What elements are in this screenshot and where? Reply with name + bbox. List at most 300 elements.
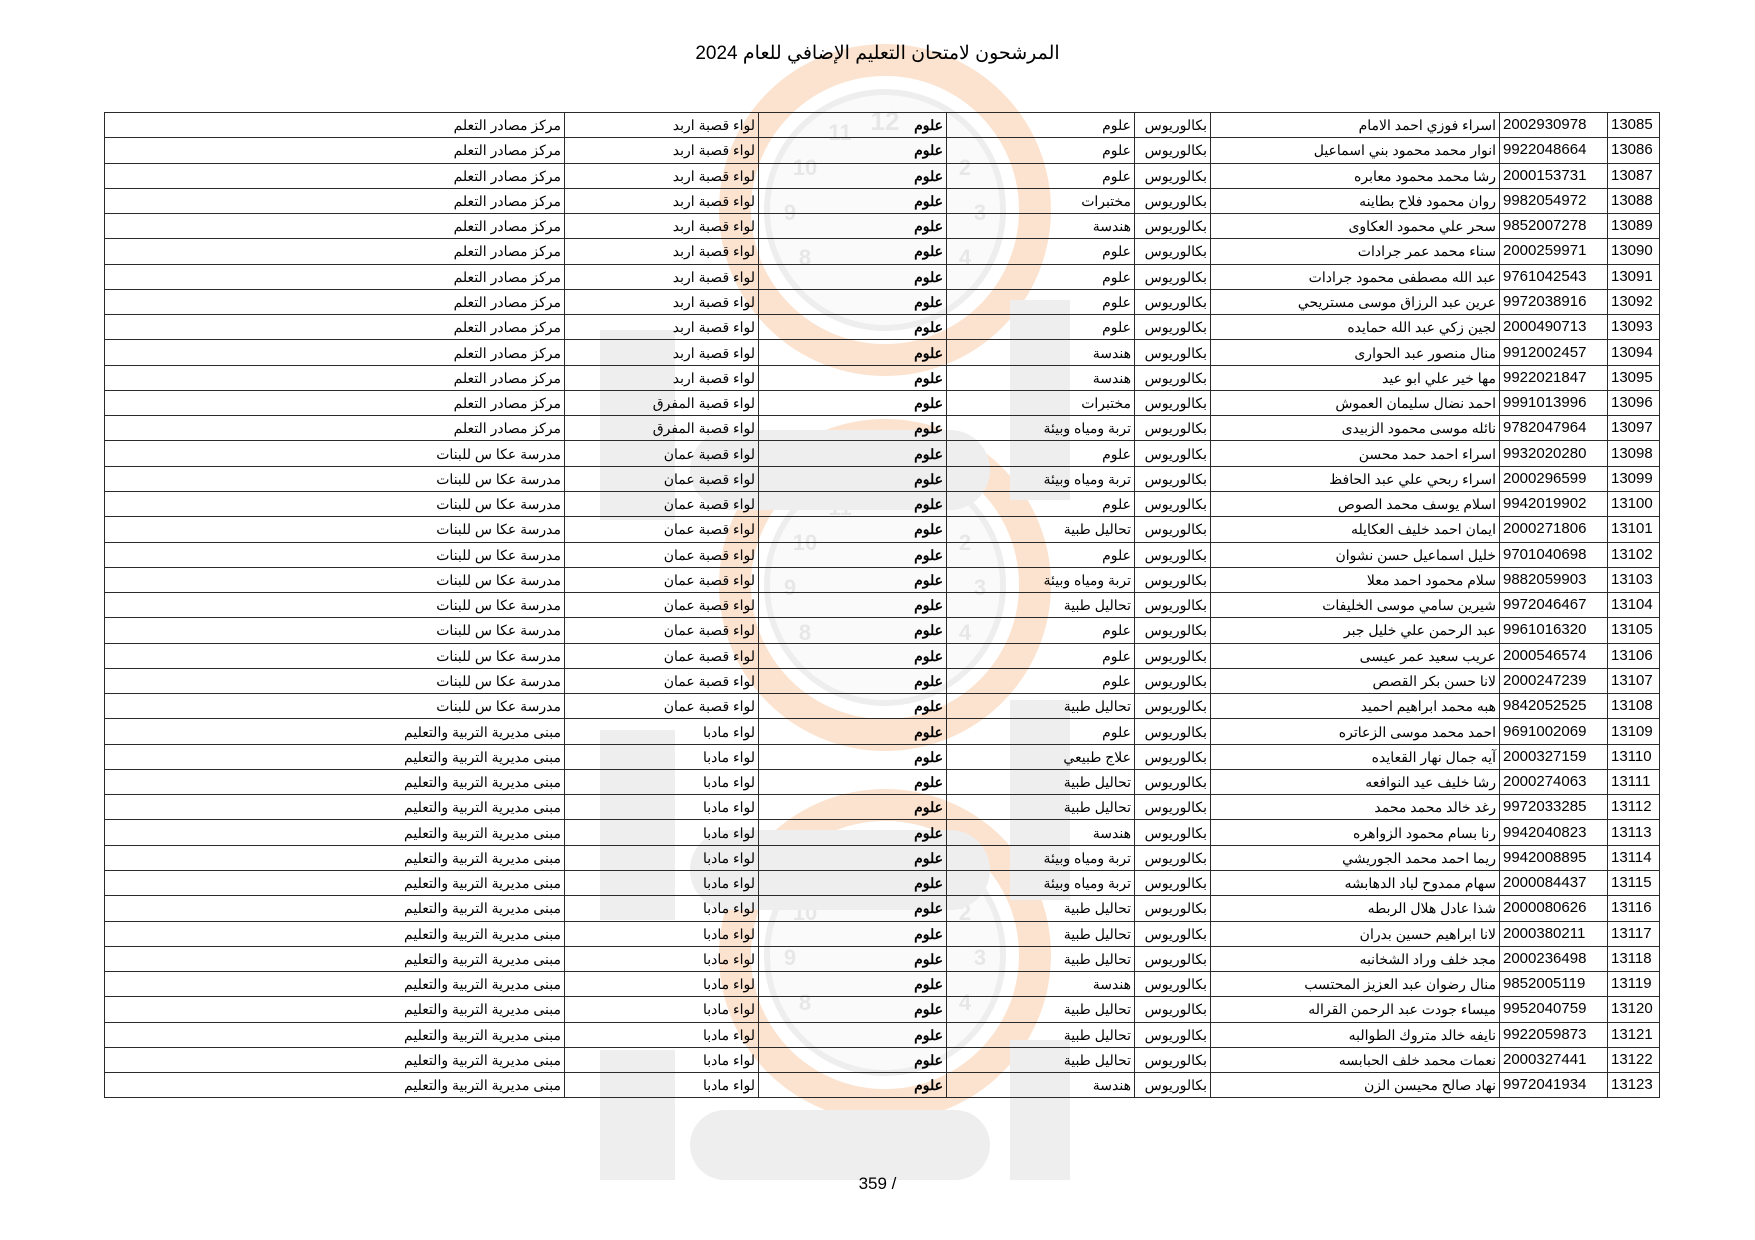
track-cell: علوم [759,870,947,895]
candidates-table-container [104,112,1651,1098]
district-cell: لواء قصبة اربد [565,315,759,340]
track-cell: علوم [759,744,947,769]
degree-cell: بكالوريوس [1135,845,1211,870]
track-cell: علوم [759,643,947,668]
specialization-cell: تربة ومياه وبيئة [947,466,1135,491]
table-row [105,896,1660,921]
candidate-name-cell: رشا محمد محمود معابره [1211,163,1500,188]
district-cell: لواء قصبة اربد [565,365,759,390]
svg-text:12: 12 [870,851,900,881]
specialization-cell: هندسة [947,820,1135,845]
track-cell: علوم [759,997,947,1022]
track-cell: علوم [759,113,947,138]
candidate-name-cell: رشا خليف عيد النوافعه [1211,769,1500,794]
track-cell: علوم [759,340,947,365]
seat-number-cell: 13106 [1608,643,1660,668]
district-cell: لواء مادبا [565,1073,759,1098]
district-cell: لواء قصبة عمان [565,542,759,567]
exam-center-cell: مركز مصادر التعلم [105,188,565,213]
table-row [105,694,1660,719]
exam-center-cell: مدرسة عكا س للبنات [105,668,565,693]
exam-center-cell: مركز مصادر التعلم [105,340,565,365]
district-cell: لواء قصبة عمان [565,466,759,491]
seat-number-cell: 13094 [1608,340,1660,365]
national-id-cell: 9972033285 [1500,795,1608,820]
national-id-cell: 9932020280 [1500,441,1608,466]
exam-center-cell: مدرسة عكا س للبنات [105,517,565,542]
candidate-name-cell: ريما احمد محمد الجوريشي [1211,845,1500,870]
exam-center-cell: مبنى مديرية التربية والتعليم [105,769,565,794]
seat-number-cell: 13099 [1608,466,1660,491]
national-id-cell: 2000259971 [1500,239,1608,264]
seat-number-cell: 13114 [1608,845,1660,870]
national-id-cell: 9942019902 [1500,491,1608,516]
table-row [105,1022,1660,1047]
degree-cell: بكالوريوس [1135,870,1211,895]
candidate-name-cell: نعمات محمد خلف الحبابسه [1211,1047,1500,1072]
track-cell: علوم [759,567,947,592]
specialization-cell: هندسة [947,340,1135,365]
specialization-cell: علوم [947,239,1135,264]
exam-center-cell: مركز مصادر التعلم [105,239,565,264]
specialization-cell: تحاليل طبية [947,694,1135,719]
district-cell: لواء مادبا [565,820,759,845]
exam-center-cell: مركز مصادر التعلم [105,390,565,415]
national-id-cell: 2000380211 [1500,921,1608,946]
degree-cell: بكالوريوس [1135,340,1211,365]
national-id-cell: 2000271806 [1500,517,1608,542]
district-cell: لواء مادبا [565,769,759,794]
track-cell: علوم [759,1022,947,1047]
degree-cell: بكالوريوس [1135,441,1211,466]
svg-text:2: 2 [958,155,972,180]
national-id-cell: 9761042543 [1500,264,1608,289]
national-id-cell: 9942040823 [1500,820,1608,845]
exam-center-cell: مدرسة عكا س للبنات [105,491,565,516]
exam-center-cell: مدرسة عكا س للبنات [105,466,565,491]
svg-text:2: 2 [958,530,972,555]
specialization-cell: هندسة [947,365,1135,390]
degree-cell: بكالوريوس [1135,264,1211,289]
table-row [105,466,1660,491]
district-cell: لواء مادبا [565,946,759,971]
district-cell: لواء قصبة اربد [565,239,759,264]
national-id-cell: 2000084437 [1500,870,1608,895]
national-id-cell: 9852007278 [1500,214,1608,239]
national-id-cell: 9972038916 [1500,289,1608,314]
national-id-cell: 9782047964 [1500,416,1608,441]
candidate-name-cell: مها خير علي ابو عيد [1211,365,1500,390]
table-row [105,1073,1660,1098]
district-cell: لواء قصبة اربد [565,340,759,365]
track-cell: علوم [759,188,947,213]
candidate-name-cell: سلام محمود احمد معلا [1211,567,1500,592]
specialization-cell: علوم [947,289,1135,314]
svg-text:10: 10 [792,900,818,925]
candidates-table [104,112,1660,1098]
degree-cell: بكالوريوس [1135,795,1211,820]
exam-center-cell: مركز مصادر التعلم [105,138,565,163]
table-row [105,643,1660,668]
track-cell: علوم [759,618,947,643]
candidate-name-cell: آيه جمال نهار القعايده [1211,744,1500,769]
seat-number-cell: 13097 [1608,416,1660,441]
candidate-name-cell: منال منصور عبد الحوارى [1211,340,1500,365]
track-cell: علوم [759,668,947,693]
track-cell: علوم [759,946,947,971]
table-row [105,163,1660,188]
table-row [105,845,1660,870]
table-row [105,239,1660,264]
specialization-cell: تربة ومياه وبيئة [947,567,1135,592]
seat-number-cell: 13085 [1608,113,1660,138]
district-cell: لواء قصبة اربد [565,163,759,188]
district-cell: لواء مادبا [565,870,759,895]
national-id-cell: 2000296599 [1500,466,1608,491]
track-cell: علوم [759,1073,947,1098]
table-row [105,1047,1660,1072]
specialization-cell: مختبرات [947,188,1135,213]
degree-cell: بكالوريوس [1135,113,1211,138]
district-cell: لواء قصبة اربد [565,138,759,163]
svg-text:9: 9 [783,945,797,970]
district-cell: لواء قصبة عمان [565,491,759,516]
specialization-cell: علوم [947,643,1135,668]
svg-text:11: 11 [828,495,852,520]
district-cell: لواء مادبا [565,921,759,946]
degree-cell: بكالوريوس [1135,719,1211,744]
seat-number-cell: 13102 [1608,542,1660,567]
candidate-name-cell: نهاد صالح محيسن الزن [1211,1073,1500,1098]
track-cell: علوم [759,163,947,188]
district-cell: لواء قصبة عمان [565,593,759,618]
seat-number-cell: 13090 [1608,239,1660,264]
candidate-name-cell: سحر علي محمود العكاوى [1211,214,1500,239]
track-cell: علوم [759,719,947,744]
candidate-name-cell: لانا حسن بكر القصص [1211,668,1500,693]
specialization-cell: تحاليل طبية [947,921,1135,946]
table-row [105,416,1660,441]
district-cell: لواء قصبة اربد [565,289,759,314]
svg-text:10: 10 [792,155,818,180]
candidate-name-cell: شيرين سامي موسى الخليفات [1211,593,1500,618]
candidate-name-cell: مجد خلف وراد الشخانبه [1211,946,1500,971]
exam-center-cell: مبنى مديرية التربية والتعليم [105,896,565,921]
degree-cell: بكالوريوس [1135,315,1211,340]
table-row [105,188,1660,213]
svg-text:4: 4 [958,990,972,1015]
degree-cell: بكالوريوس [1135,365,1211,390]
specialization-cell: علاج طبيعي [947,744,1135,769]
table-row [105,972,1660,997]
candidate-name-cell: اسلام يوسف محمد الصوص [1211,491,1500,516]
district-cell: لواء مادبا [565,972,759,997]
track-cell: علوم [759,896,947,921]
seat-number-cell: 13093 [1608,315,1660,340]
svg-text:12: 12 [870,106,900,136]
specialization-cell: تحاليل طبية [947,769,1135,794]
svg-text:3: 3 [973,575,987,600]
national-id-cell: 2000274063 [1500,769,1608,794]
svg-text:11: 11 [828,120,852,145]
exam-center-cell: مبنى مديرية التربية والتعليم [105,820,565,845]
table-row [105,289,1660,314]
track-cell: علوم [759,214,947,239]
svg-text:8: 8 [798,245,812,270]
svg-text:3: 3 [973,945,987,970]
track-cell: علوم [759,972,947,997]
national-id-cell: 2002930978 [1500,113,1608,138]
degree-cell: بكالوريوس [1135,744,1211,769]
specialization-cell: تحاليل طبية [947,795,1135,820]
national-id-cell: 9691002069 [1500,719,1608,744]
exam-center-cell: مبنى مديرية التربية والتعليم [105,795,565,820]
district-cell: لواء قصبة عمان [565,618,759,643]
exam-center-cell: مبنى مديرية التربية والتعليم [105,1047,565,1072]
seat-number-cell: 13118 [1608,946,1660,971]
seat-number-cell: 13112 [1608,795,1660,820]
candidate-name-cell: عريب سعيد عمر عيسى [1211,643,1500,668]
national-id-cell: 9972046467 [1500,593,1608,618]
degree-cell: بكالوريوس [1135,390,1211,415]
district-cell: لواء مادبا [565,845,759,870]
candidate-name-cell: نائله موسى محمود الزبيدى [1211,416,1500,441]
district-cell: لواء قصبة عمان [565,517,759,542]
seat-number-cell: 13111 [1608,769,1660,794]
table-row [105,668,1660,693]
seat-number-cell: 13119 [1608,972,1660,997]
candidate-name-cell: نايفه خالد متروك الطوالبه [1211,1022,1500,1047]
seat-number-cell: 13120 [1608,997,1660,1022]
district-cell: لواء مادبا [565,719,759,744]
candidate-name-cell: اسراء ربحي علي عبد الحافظ [1211,466,1500,491]
table-row [105,441,1660,466]
table-row [105,618,1660,643]
degree-cell: بكالوريوس [1135,643,1211,668]
specialization-cell: تحاليل طبية [947,946,1135,971]
table-row [105,542,1660,567]
candidate-name-cell: سناء محمد عمر جرادات [1211,239,1500,264]
track-cell: علوم [759,315,947,340]
specialization-cell: علوم [947,719,1135,744]
svg-text:11: 11 [828,865,852,890]
specialization-cell: تحاليل طبية [947,1022,1135,1047]
candidate-name-cell: لانا ابراهيم حسين بدران [1211,921,1500,946]
specialization-cell: علوم [947,113,1135,138]
seat-number-cell: 13121 [1608,1022,1660,1047]
candidate-name-cell: روان محمود فلاح بطاينه [1211,188,1500,213]
table-row [105,113,1660,138]
seat-number-cell: 13092 [1608,289,1660,314]
specialization-cell: هندسة [947,214,1135,239]
degree-cell: بكالوريوس [1135,618,1211,643]
district-cell: لواء مادبا [565,896,759,921]
seat-number-cell: 13108 [1608,694,1660,719]
national-id-cell: 9852005119 [1500,972,1608,997]
degree-cell: بكالوريوس [1135,694,1211,719]
table-row [105,390,1660,415]
table-row [105,214,1660,239]
candidate-name-cell: رنا بسام محمود الزواهره [1211,820,1500,845]
table-row [105,517,1660,542]
degree-cell: بكالوريوس [1135,542,1211,567]
exam-center-cell: مدرسة عكا س للبنات [105,618,565,643]
candidate-name-cell: عرين عبد الرزاق موسى مستريحي [1211,289,1500,314]
candidate-name-cell: سهام ممدوح لباد الدهابشه [1211,870,1500,895]
national-id-cell: 9991013996 [1500,390,1608,415]
national-id-cell: 9701040698 [1500,542,1608,567]
exam-center-cell: مبنى مديرية التربية والتعليم [105,921,565,946]
district-cell: لواء مادبا [565,997,759,1022]
district-cell: لواء قصبة اربد [565,113,759,138]
seat-number-cell: 13104 [1608,593,1660,618]
district-cell: لواء قصبة عمان [565,643,759,668]
seat-number-cell: 13117 [1608,921,1660,946]
exam-center-cell: مبنى مديرية التربية والتعليم [105,946,565,971]
svg-text:2: 2 [958,900,972,925]
svg-text:12: 12 [870,481,900,511]
seat-number-cell: 13122 [1608,1047,1660,1072]
seat-number-cell: 13110 [1608,744,1660,769]
exam-center-cell: مبنى مديرية التربية والتعليم [105,972,565,997]
svg-text:8: 8 [798,620,812,645]
candidate-name-cell: هبه محمد ابراهيم احميد [1211,694,1500,719]
svg-text:9: 9 [783,200,797,225]
degree-cell: بكالوريوس [1135,921,1211,946]
specialization-cell: مختبرات [947,390,1135,415]
district-cell: لواء قصبة عمان [565,694,759,719]
seat-number-cell: 13105 [1608,618,1660,643]
track-cell: علوم [759,542,947,567]
table-row [105,264,1660,289]
page-number: 359 / [858,1174,897,1193]
national-id-cell: 9922048664 [1500,138,1608,163]
national-id-cell: 9982054972 [1500,188,1608,213]
candidate-name-cell: عبد الله مصطفى محمود جرادات [1211,264,1500,289]
table-row [105,769,1660,794]
degree-cell: بكالوريوس [1135,997,1211,1022]
specialization-cell: تربة ومياه وبيئة [947,416,1135,441]
specialization-cell: علوم [947,618,1135,643]
seat-number-cell: 13100 [1608,491,1660,516]
district-cell: لواء مادبا [565,744,759,769]
exam-center-cell: مدرسة عكا س للبنات [105,593,565,618]
seat-number-cell: 13091 [1608,264,1660,289]
exam-center-cell: مبنى مديرية التربية والتعليم [105,1022,565,1047]
track-cell: علوم [759,517,947,542]
national-id-cell: 9942008895 [1500,845,1608,870]
track-cell: علوم [759,239,947,264]
national-id-cell: 9952040759 [1500,997,1608,1022]
table-row [105,820,1660,845]
degree-cell: بكالوريوس [1135,138,1211,163]
degree-cell: بكالوريوس [1135,239,1211,264]
national-id-cell: 2000153731 [1500,163,1608,188]
district-cell: لواء مادبا [565,1047,759,1072]
seat-number-cell: 13115 [1608,870,1660,895]
national-id-cell: 9842052525 [1500,694,1608,719]
specialization-cell: علوم [947,315,1135,340]
degree-cell: بكالوريوس [1135,214,1211,239]
national-id-cell: 2000327441 [1500,1047,1608,1072]
degree-cell: بكالوريوس [1135,896,1211,921]
specialization-cell: تحاليل طبية [947,593,1135,618]
degree-cell: بكالوريوس [1135,188,1211,213]
exam-center-cell: مدرسة عكا س للبنات [105,567,565,592]
exam-center-cell: مدرسة عكا س للبنات [105,542,565,567]
track-cell: علوم [759,820,947,845]
district-cell: لواء قصبة المفرق [565,416,759,441]
national-id-cell: 2000546574 [1500,643,1608,668]
track-cell: علوم [759,365,947,390]
specialization-cell: تحاليل طبية [947,517,1135,542]
track-cell: علوم [759,416,947,441]
table-row [105,921,1660,946]
exam-center-cell: مبنى مديرية التربية والتعليم [105,997,565,1022]
national-id-cell: 2000236498 [1500,946,1608,971]
candidate-name-cell: رغد خالد محمد محمد [1211,795,1500,820]
seat-number-cell: 13103 [1608,567,1660,592]
district-cell: لواء مادبا [565,1022,759,1047]
exam-center-cell: مركز مصادر التعلم [105,113,565,138]
exam-center-cell: مركز مصادر التعلم [105,214,565,239]
table-row [105,719,1660,744]
page-title: المرشحون لامتحان التعليم الإضافي للعام 2024 [695,43,1060,64]
exam-center-cell: مبنى مديرية التربية والتعليم [105,845,565,870]
track-cell: علوم [759,795,947,820]
candidate-name-cell: ايمان احمد خليف العكايله [1211,517,1500,542]
seat-number-cell: 13089 [1608,214,1660,239]
exam-center-cell: مركز مصادر التعلم [105,416,565,441]
degree-cell: بكالوريوس [1135,820,1211,845]
seat-number-cell: 13098 [1608,441,1660,466]
table-row [105,365,1660,390]
table-body [105,113,1660,1098]
candidate-name-cell: احمد محمد موسى الزعاتره [1211,719,1500,744]
degree-cell: بكالوريوس [1135,593,1211,618]
exam-center-cell: مركز مصادر التعلم [105,289,565,314]
specialization-cell: علوم [947,491,1135,516]
degree-cell: بكالوريوس [1135,567,1211,592]
degree-cell: بكالوريوس [1135,946,1211,971]
seat-number-cell: 13109 [1608,719,1660,744]
candidate-name-cell: اسراء فوزي احمد الامام [1211,113,1500,138]
table-row [105,340,1660,365]
exam-center-cell: مركز مصادر التعلم [105,365,565,390]
specialization-cell: علوم [947,542,1135,567]
table-row [105,593,1660,618]
district-cell: لواء قصبة المفرق [565,390,759,415]
table-row [105,491,1660,516]
degree-cell: بكالوريوس [1135,1073,1211,1098]
track-cell: علوم [759,491,947,516]
national-id-cell: 9922059873 [1500,1022,1608,1047]
seat-number-cell: 13095 [1608,365,1660,390]
svg-text:3: 3 [973,200,987,225]
exam-center-cell: مركز مصادر التعلم [105,315,565,340]
table-row [105,315,1660,340]
candidate-name-cell: احمد نضال سليمان العموش [1211,390,1500,415]
exam-center-cell: مدرسة عكا س للبنات [105,441,565,466]
table-row [105,795,1660,820]
table-row [105,138,1660,163]
candidate-name-cell: اسراء احمد حمد محسن [1211,441,1500,466]
national-id-cell: 9922021847 [1500,365,1608,390]
exam-center-cell: مبنى مديرية التربية والتعليم [105,1073,565,1098]
svg-text:9: 9 [783,575,797,600]
specialization-cell: علوم [947,441,1135,466]
specialization-cell: تحاليل طبية [947,1047,1135,1072]
